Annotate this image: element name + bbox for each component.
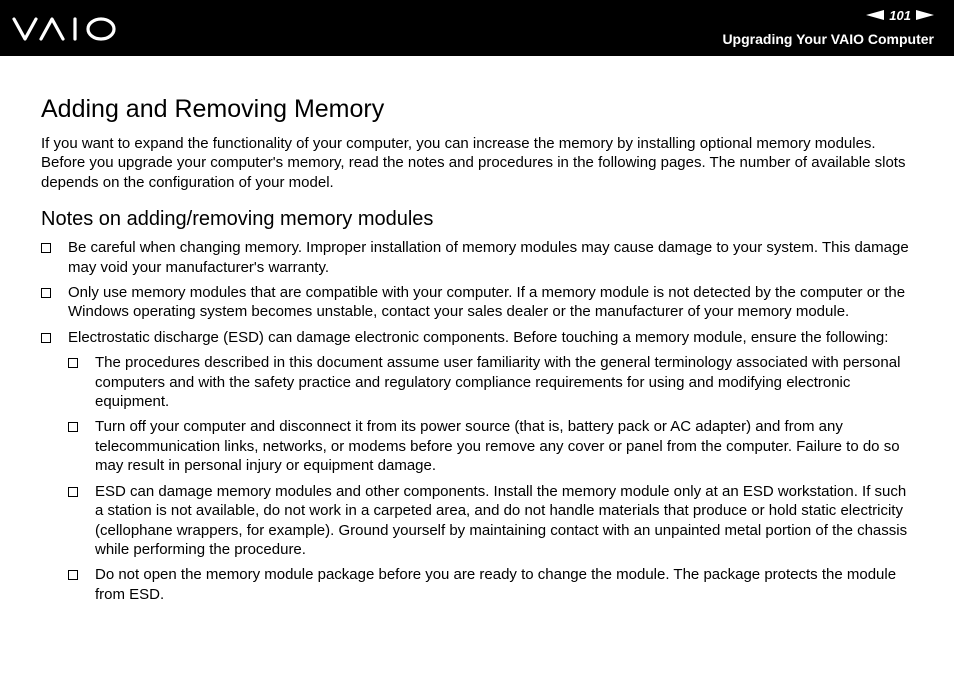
checkbox-bullet-icon (68, 487, 78, 497)
arrow-left-icon[interactable] (866, 10, 884, 20)
checkbox-bullet-icon (41, 333, 51, 343)
sub-list-item-text: ESD can damage memory modules and other components. Install the memory module only at an ESD workstation. If such a station is not available, do not work in a carpeted area, and do not handle materials that produce or hold static electricity (cellophane wrappers, for example). Ground yourself by maintaining contact with an unpainted metal portion of the chassis while performing the procedure. (95, 482, 908, 558)
intro-paragraph: If you want to expand the functionality of your computer, you can increase the memory by installing optional memory modules. Before you upgrade your computer's memory, read the notes and procedures in the following pages. The number of available slots depends on the configuration of your model. (41, 135, 906, 191)
sub-list-item-text: Turn off your computer and disconnect it from its power source (that is, battery pack or AC adapter) and from any telecommunication links, networks, or modems before you remove any cover or panel from the computer. Failure to do so may result in personal injury or equipment damage. (95, 418, 900, 475)
list-item (41, 283, 915, 322)
list-item-text: Be careful when changing memory. Improper installation of memory modules may cause damage to your system. This damage may void your manufacturer's warranty. (68, 239, 909, 276)
checkbox-bullet-icon (68, 570, 78, 580)
page-content (41, 92, 915, 610)
list-item-text: Only use memory modules that are compatible with your computer. If a memory module is not detected by the computer or the Windows operating system becomes unstable, contact your sales dealer or the manufacturer of your memory module. (68, 284, 906, 321)
sub-list-item-text: Do not open the memory module package before you are ready to change the module. The package protects the module from ESD. (95, 566, 897, 603)
arrow-right-icon[interactable] (916, 10, 934, 20)
list-item-text: Electrostatic discharge (ESD) can damage electronic components. Before touching a memory module, ensure the following: (68, 328, 889, 346)
sub-list-item (68, 482, 915, 560)
checkbox-bullet-icon (68, 358, 78, 368)
esd-sublist (68, 353, 915, 604)
section-subheading: Notes on adding/removing memory modules (41, 208, 434, 231)
page-number: 101 (889, 7, 911, 23)
notes-list (41, 238, 915, 604)
sub-list-item (68, 353, 915, 411)
checkbox-bullet-icon (68, 422, 78, 432)
section-title: Upgrading Your VAIO Computer (722, 31, 934, 47)
page-navigation (866, 6, 934, 24)
page-title: Adding and Removing Memory (41, 95, 385, 123)
page-header (0, 0, 954, 56)
checkbox-bullet-icon (41, 288, 51, 298)
sub-list-item (68, 417, 915, 475)
vaio-logo-icon (12, 14, 122, 44)
sub-list-item (68, 565, 915, 604)
checkbox-bullet-icon (41, 243, 51, 253)
list-item (41, 238, 915, 277)
sub-list-item-text: The procedures described in this document assume user familiarity with the general terminology associated with personal computers and with the safety practice and regulatory compliance requirements for using and modifying electronic equipment. (95, 354, 901, 411)
list-item (41, 328, 915, 604)
